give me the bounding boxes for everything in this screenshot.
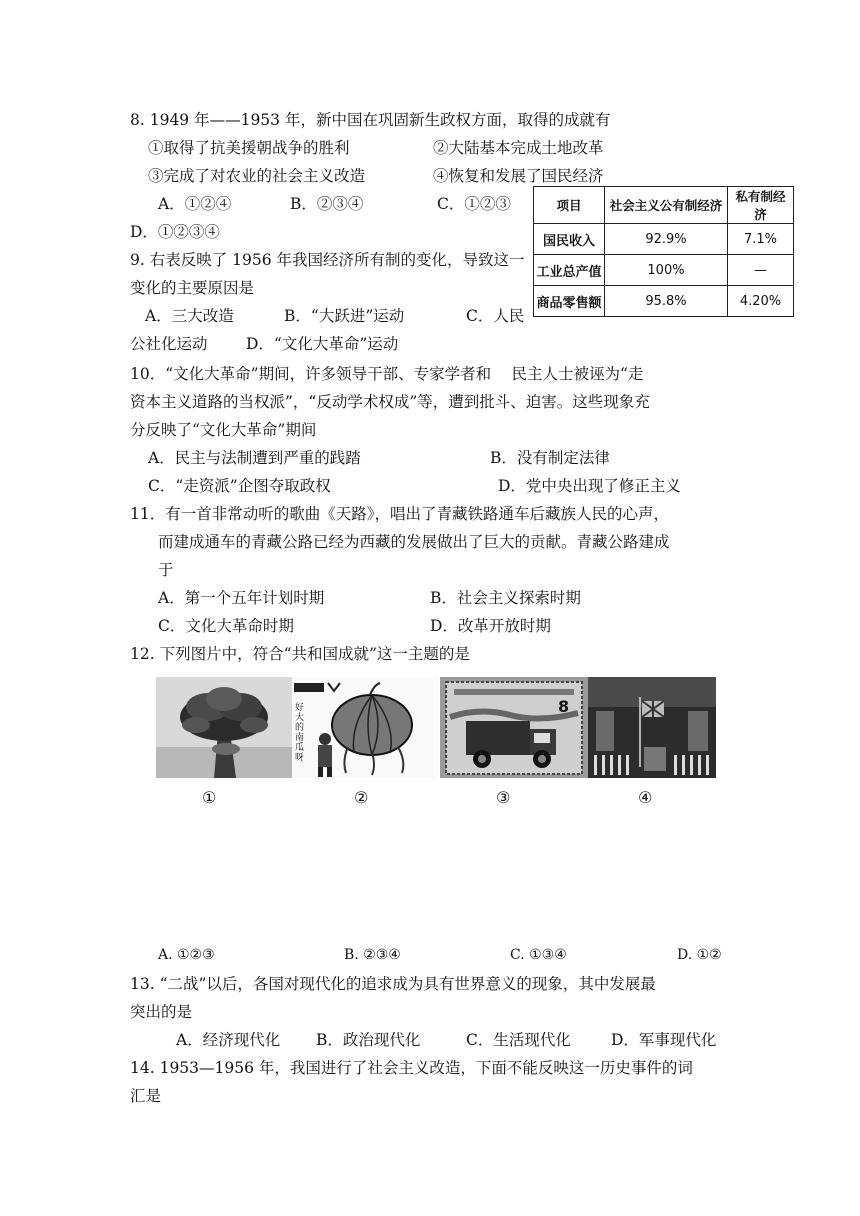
table-cell: 100% bbox=[605, 255, 728, 286]
q11-choice-d: D．改革开放时期 bbox=[430, 617, 551, 635]
q8-choice-a: A．①②④ bbox=[158, 195, 232, 213]
q9-choice-c: C．人民 bbox=[466, 307, 525, 325]
q11-choice-a: A．第一个五年计划时期 bbox=[158, 589, 325, 607]
q9-stem-line2: 变化的主要原因是 bbox=[130, 279, 255, 297]
picture-1-nuclear-test bbox=[156, 677, 292, 778]
q13-choice-a: A．经济现代化 bbox=[176, 1031, 281, 1049]
q10-choice-a: A．民主与法制遭到严重的践踏 bbox=[148, 449, 361, 467]
table-cell: 工业总产值 bbox=[534, 255, 605, 286]
q12-choice-b: B. ②③④ bbox=[344, 947, 401, 963]
q9-choice-d: D．“文化大革命”运动 bbox=[246, 335, 399, 353]
table-row bbox=[534, 286, 794, 317]
picture-3-stamp bbox=[440, 677, 588, 778]
picture-label-1: ① bbox=[202, 788, 217, 807]
q10-stem-line2: 资本主义道路的当权派”，“反动学术权成”等，遭到批斗、迫害。这些现象充 bbox=[130, 393, 650, 411]
picture-label-2: ② bbox=[354, 788, 369, 807]
q13-stem-line1: 13. “二战”以后，各国对现代化的追求成为具有世界意义的现象，其中发展最 bbox=[130, 975, 656, 993]
q11-choice-c: C．文化大革命时期 bbox=[158, 617, 294, 635]
table-header-row bbox=[534, 187, 794, 224]
q10-choice-d: D．党中央出现了修正主义 bbox=[498, 477, 681, 495]
q13-choice-d: D．军事现代化 bbox=[611, 1031, 717, 1049]
q13-choice-c: C．生活现代化 bbox=[466, 1031, 571, 1049]
q11-choice-b: B．社会主义探索时期 bbox=[430, 589, 581, 607]
q13-choice-b: B．政治现代化 bbox=[316, 1031, 421, 1049]
table-cell: 7.1% bbox=[728, 224, 794, 255]
q8-option-1: ①取得了抗美援朝战争的胜利 bbox=[148, 139, 350, 157]
mushroom-cloud-icon bbox=[156, 677, 292, 778]
q12-choice-d: D. ①② bbox=[677, 947, 722, 963]
table-row bbox=[534, 224, 794, 255]
q8-choice-d: D．①②③④ bbox=[130, 223, 220, 241]
flag-ceremony-icon bbox=[588, 677, 716, 778]
table-cell: 92.9% bbox=[605, 224, 728, 255]
pumpkin-cartoon-icon bbox=[292, 677, 438, 778]
q9-choice-b: B．“大跃进”运动 bbox=[284, 307, 405, 325]
q8-choice-b: B．②③④ bbox=[290, 195, 364, 213]
stamp-denomination: 8 bbox=[558, 697, 570, 716]
table-cell: — bbox=[728, 255, 794, 286]
q11-stem-line3: 于 bbox=[158, 561, 174, 579]
q9-choice-c-continued: 公社化运动 bbox=[130, 335, 208, 353]
q9-choice-a: A．三大改造 bbox=[145, 307, 234, 325]
table-cell: 4.20% bbox=[728, 286, 794, 317]
q10-choice-c: C．“走资派”企图夺取政权 bbox=[148, 477, 331, 495]
q8-option-2: ②大陆基本完成土地改革 bbox=[433, 139, 604, 157]
ownership-table bbox=[533, 186, 794, 317]
q13-stem-line2: 突出的是 bbox=[130, 1003, 193, 1021]
picture-label-4: ④ bbox=[638, 788, 653, 807]
table-cell: 商品零售额 bbox=[534, 286, 605, 317]
truck-stamp-icon bbox=[440, 677, 588, 778]
q11-stem-line2: 而建成通车的青藏公路已经为西藏的发展做出了巨大的贡献。青藏公路建成 bbox=[158, 533, 670, 551]
cartoon-caption: 好大的南瓜呀 bbox=[295, 703, 305, 763]
picture-label-3: ③ bbox=[496, 788, 511, 807]
q9-stem-line1: 9. 右表反映了 1956 年我国经济所有制的变化，导致这一 bbox=[130, 251, 525, 269]
q12-choice-a: A. ①②③ bbox=[158, 947, 215, 963]
q10-choice-b: B．没有制定法律 bbox=[490, 449, 610, 467]
table-cell: 国民收入 bbox=[534, 224, 605, 255]
q14-stem-line2: 汇是 bbox=[130, 1087, 162, 1105]
q8-option-4: ④恢复和发展了国民经济 bbox=[433, 167, 604, 185]
picture-4-ceremony bbox=[588, 677, 716, 778]
q10-stem-line3: 分反映了“文化大革命”期间 bbox=[130, 421, 317, 439]
q12-stem: 12. 下列图片中，符合“共和国成就”这一主题的是 bbox=[130, 645, 470, 663]
q8-choice-c: C．①②③ bbox=[437, 195, 511, 213]
q8-option-3: ③完成了对农业的社会主义改造 bbox=[148, 167, 366, 185]
table-cell: 95.8% bbox=[605, 286, 728, 317]
q14-stem-line1: 14. 1953—1956 年，我国进行了社会主义改造，下面不能反映这一历史事件的词 bbox=[130, 1059, 693, 1077]
table-header-cell: 项目 bbox=[534, 187, 605, 224]
q12-choice-c: C. ①③④ bbox=[510, 947, 567, 963]
q10-stem-line1: 10．“文化大革命”期间，许多领导干部、专家学者和 民主人士被诬为“走 bbox=[130, 365, 644, 383]
q11-stem-line1: 11．有一首非常动听的歌曲《天路》，唱出了青藏铁路通车后藏族人民的心声， bbox=[130, 505, 669, 523]
table-header-cell: 私有制经济 bbox=[728, 187, 794, 224]
table-row bbox=[534, 255, 794, 286]
q8-stem: 8. 1949 年——1953 年，新中国在巩固新生政权方面，取得的成就有 bbox=[130, 111, 611, 129]
picture-2-cartoon bbox=[292, 677, 438, 778]
table-header-cell: 社会主义公有制经济 bbox=[605, 187, 728, 224]
